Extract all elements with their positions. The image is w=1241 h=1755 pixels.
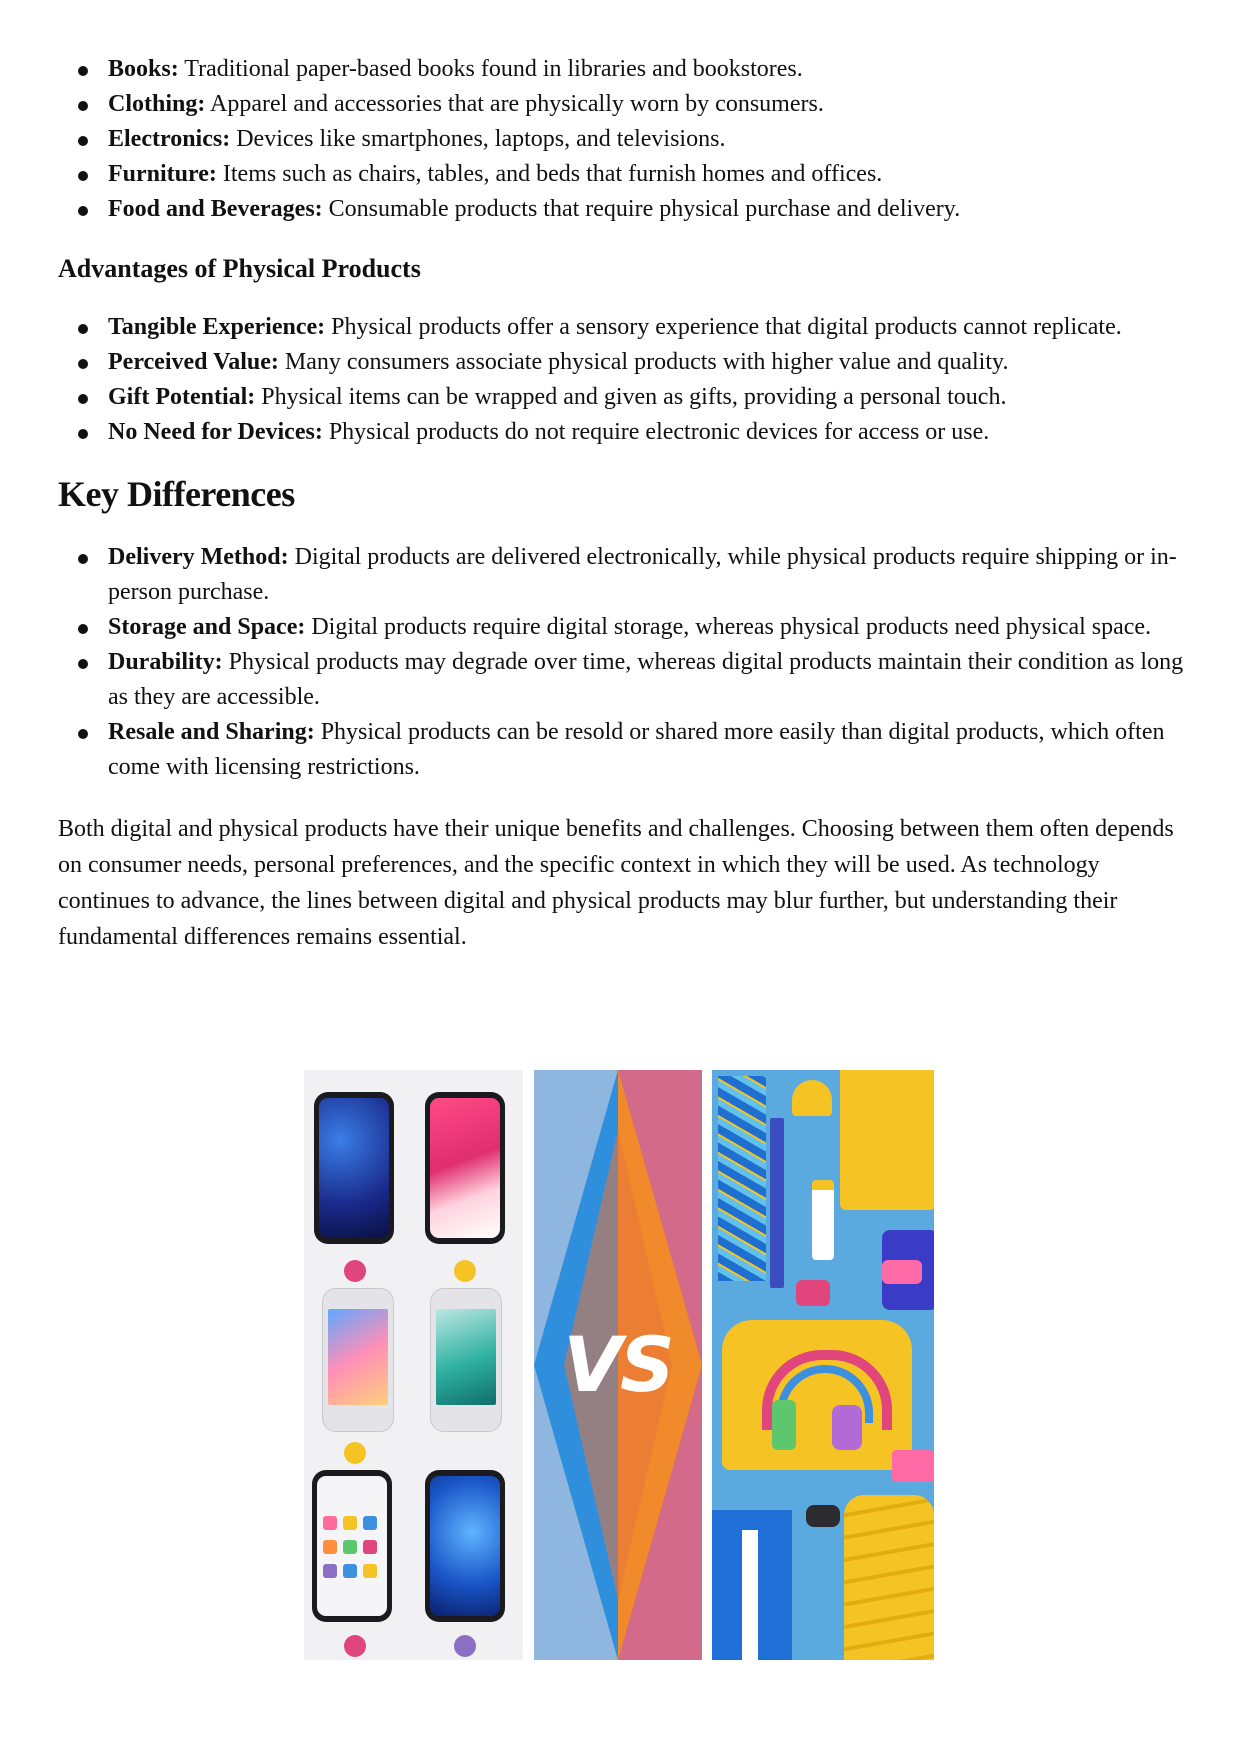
physical-items-panel — [712, 1070, 934, 1660]
garment-image — [892, 1450, 934, 1482]
list-item-text: Digital products are delivered electronically, while physical products require shipping or in-person purchase. — [108, 544, 1177, 605]
list-item-text: Physical products offer a sensory experience that digital products cannot replicate. — [325, 314, 1122, 340]
advantages-list — [58, 310, 1188, 450]
list-item-term: Durability: — [108, 649, 223, 675]
denim-jacket-image — [712, 1510, 792, 1660]
vs-panel — [534, 1070, 702, 1660]
phone-image — [425, 1092, 505, 1244]
list-item — [58, 310, 1188, 345]
list-item-term: Gift Potential: — [108, 384, 256, 410]
document-page — [58, 52, 1188, 955]
list-item-term: Storage and Space: — [108, 614, 306, 640]
key-differences-heading: Key Differences — [58, 474, 295, 514]
earbuds-image — [806, 1505, 840, 1527]
list-item-term: Perceived Value: — [108, 349, 279, 375]
puffer-jacket-image — [844, 1495, 934, 1660]
garment-image — [882, 1260, 922, 1284]
color-dot — [454, 1260, 476, 1282]
phone-image — [312, 1470, 392, 1622]
tshirt-image — [722, 1320, 912, 1470]
jacket-image — [840, 1070, 934, 1210]
list-item-text: Items such as chairs, tables, and beds that furnish homes and offices. — [216, 161, 883, 187]
phones-panel — [304, 1070, 523, 1660]
list-item — [58, 715, 1188, 785]
list-item-text: Devices like smartphones, laptops, and televisions. — [230, 126, 726, 152]
list-item-term: Books: — [108, 56, 179, 82]
list-item-text: Physical products may degrade over time, whereas digital products maintain their condition as long as they are accessible. — [108, 649, 1184, 710]
list-item-term: Delivery Method: — [108, 544, 289, 570]
list-item — [58, 540, 1188, 610]
tube-image — [812, 1180, 834, 1260]
digital-vs-physical-illustration — [304, 1070, 934, 1660]
phone-image — [430, 1288, 502, 1432]
list-item — [58, 345, 1188, 380]
list-item — [58, 380, 1188, 415]
phone-image — [322, 1288, 394, 1432]
list-item-term: Clothing: — [108, 91, 206, 117]
wallet-image — [796, 1280, 830, 1306]
phone-image — [314, 1092, 394, 1244]
list-item — [58, 192, 1188, 227]
list-item-text: Physical products do not require electronic devices for access or use. — [322, 419, 990, 445]
list-item — [58, 415, 1188, 450]
list-item — [58, 52, 1188, 87]
conclusion-paragraph: Both digital and physical products have their unique benefits and challenges. Choosing between them often depends on consumer needs, personal preferences, and the specific context in which they will be used. As technology continues to advance, the lines between digital and physical products may blur further, but understanding their fundamental differences remains essential. — [58, 816, 1174, 950]
phone-image — [425, 1470, 505, 1622]
list-item — [58, 87, 1188, 122]
differences-list — [58, 540, 1188, 785]
list-item-text: Consumable products that require physical purchase and delivery. — [322, 196, 961, 222]
list-item — [58, 157, 1188, 192]
color-dot — [344, 1442, 366, 1464]
product-types-list — [58, 52, 1188, 227]
fabric-image — [770, 1118, 784, 1288]
list-item-text: Physical items can be wrapped and given as gifts, providing a personal touch. — [255, 384, 1007, 410]
list-item-text: Traditional paper-based books found in libraries and bookstores. — [178, 56, 803, 82]
list-item-text: Physical products can be resold or shared more easily than digital products, which often come with licensing restrictions. — [108, 719, 1165, 780]
list-item-term: Tangible Experience: — [108, 314, 326, 340]
list-item — [58, 645, 1188, 715]
color-dot — [344, 1260, 366, 1282]
list-item-text: Many consumers associate physical products with higher value and quality. — [278, 349, 1009, 375]
vs-label: VS — [563, 1320, 673, 1409]
list-item — [58, 610, 1188, 645]
list-item-term: Furniture: — [108, 161, 217, 187]
list-item-text: Digital products require digital storage, whereas physical products need physical space. — [305, 614, 1152, 640]
list-item-text: Apparel and accessories that are physically worn by consumers. — [205, 91, 824, 117]
advantages-heading: Advantages of Physical Products — [58, 254, 421, 283]
list-item-term: Food and Beverages: — [108, 196, 323, 222]
color-dot — [344, 1635, 366, 1657]
list-item-term: Resale and Sharing: — [108, 719, 315, 745]
list-item — [58, 122, 1188, 157]
hat-image — [792, 1080, 832, 1116]
color-dot — [454, 1635, 476, 1657]
fabric-image — [718, 1076, 766, 1281]
list-item-term: No Need for Devices: — [108, 419, 323, 445]
list-item-term: Electronics: — [108, 126, 231, 152]
